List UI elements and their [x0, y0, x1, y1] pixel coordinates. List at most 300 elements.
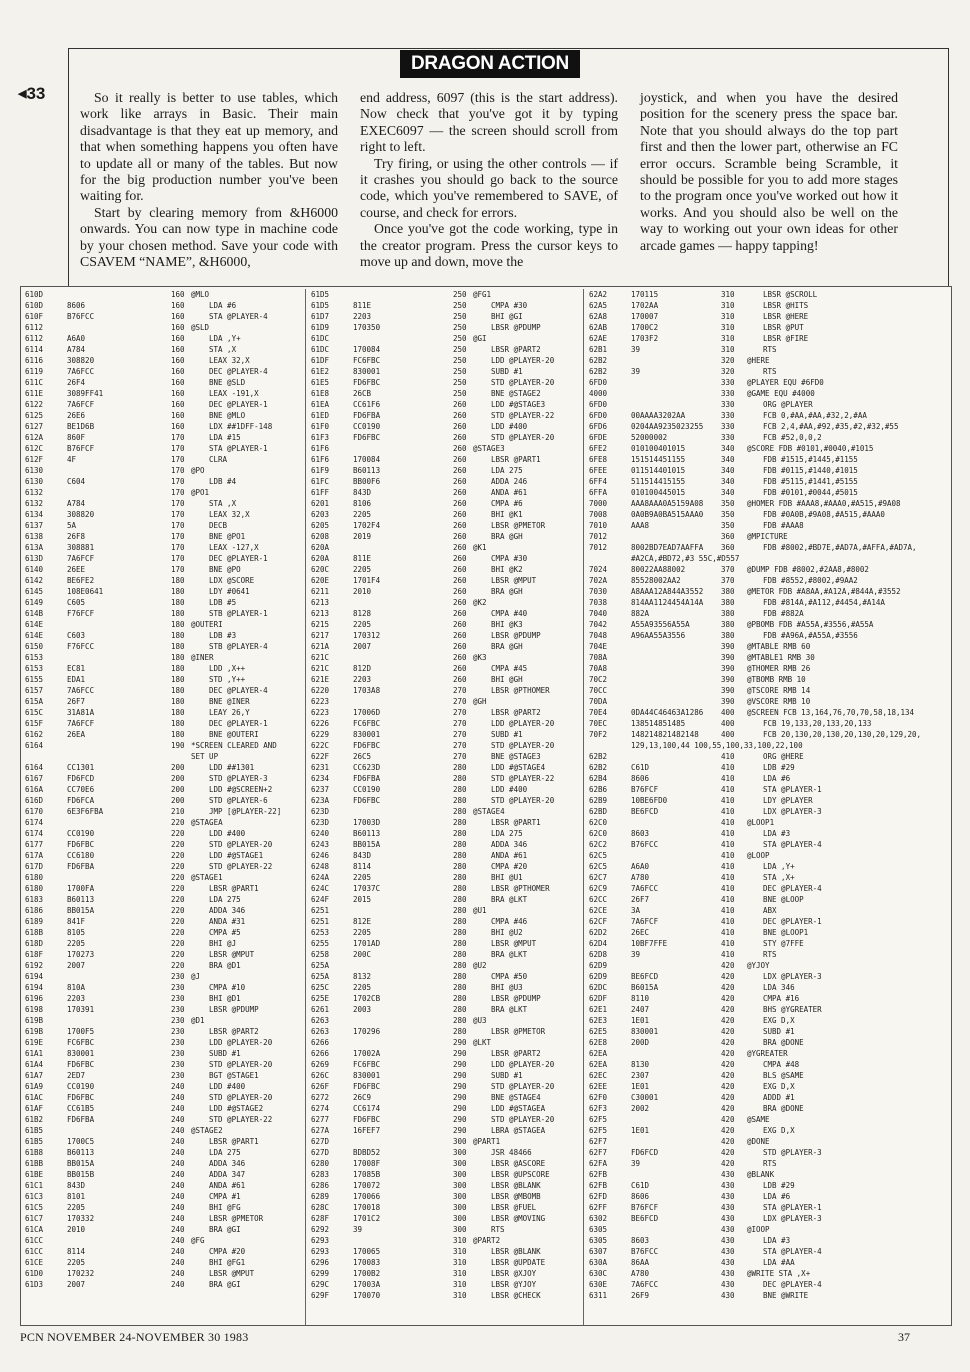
- address: 62B2: [589, 367, 608, 376]
- address: 6237: [311, 785, 330, 794]
- listing-line: [585, 839, 951, 850]
- line-number: 180: [171, 653, 185, 662]
- page-number: 37: [898, 1330, 910, 1344]
- line-number: 410: [721, 873, 735, 882]
- source-code: LDD #@STAGE4: [491, 763, 546, 772]
- line-number: 260: [453, 576, 467, 585]
- object-code: 26C9: [353, 1093, 372, 1102]
- object-code: 8606: [631, 1192, 650, 1201]
- object-code: 7A6FCC: [631, 884, 659, 893]
- listing-line: [21, 784, 305, 795]
- address: 621C: [311, 664, 330, 673]
- listing-line: [307, 1169, 583, 1180]
- listing-line: [307, 938, 583, 949]
- source-code: BGT @STAGE1: [209, 1071, 259, 1080]
- continued-page-number: 33: [26, 84, 46, 103]
- object-code: A96AA55A3556: [631, 631, 686, 640]
- label: @U2: [473, 961, 487, 970]
- address: 625E: [311, 994, 330, 1003]
- address: 61B8: [25, 1148, 44, 1157]
- address: 6263: [311, 1016, 330, 1025]
- object-code: 841F: [67, 917, 86, 926]
- object-code: 2205: [67, 939, 86, 948]
- label: @HOMER FDB #AAA8,#AAA0,#A515,#9A08: [747, 499, 901, 508]
- listing-line: [307, 1246, 583, 1257]
- source-code: LDB #29: [763, 763, 795, 772]
- object-code: B76FCC: [631, 1247, 659, 1256]
- object-code: FD6FBC: [353, 1082, 381, 1091]
- listing-line: [307, 1070, 583, 1081]
- listing-line: [307, 1279, 583, 1290]
- object-code: 860F: [67, 433, 86, 442]
- address: 62EE: [589, 1082, 608, 1091]
- address: 626F: [311, 1082, 330, 1091]
- source-code: DEC @PLAYER-1: [763, 917, 822, 926]
- line-number: 220: [171, 862, 185, 871]
- object-code: CC0190: [353, 422, 381, 431]
- line-number: 300: [453, 1159, 467, 1168]
- address: 6246: [311, 851, 330, 860]
- listing-line: [21, 1224, 305, 1235]
- source-code: LBSR @MOVING: [491, 1214, 546, 1223]
- source-code: STD @PLAYER-22: [209, 1115, 273, 1124]
- line-number: 280: [453, 917, 467, 926]
- address: 61EA: [311, 400, 330, 409]
- address: 6183: [25, 895, 44, 904]
- source-code: STA @PLAYER-4: [763, 1247, 822, 1256]
- address: 6119: [25, 367, 44, 376]
- source-code: LDD #@STAGE1: [209, 851, 264, 860]
- source-code: BNE @STAGE3: [491, 752, 541, 761]
- object-code: 86AA: [631, 1258, 650, 1267]
- address: 6FE2: [589, 444, 608, 453]
- listing-line: [21, 322, 305, 333]
- line-number: 170: [171, 488, 185, 497]
- object-code: 7A6FCF: [67, 400, 95, 409]
- listing-line: [585, 1158, 951, 1169]
- object-code: B76FCF: [631, 1203, 659, 1212]
- line-number: 380: [721, 620, 735, 629]
- label: @MPICTURE: [747, 532, 788, 541]
- line-number: 160: [171, 422, 185, 431]
- line-number: 260: [453, 433, 467, 442]
- address: 62CE: [589, 906, 608, 915]
- address: 61A7: [25, 1071, 44, 1080]
- label: @DONE: [747, 1137, 770, 1146]
- source-code: LBSR @PMETOR: [491, 1027, 546, 1036]
- continued-from-page: [18, 84, 45, 104]
- object-code: 17037C: [353, 884, 381, 893]
- object-code: 26C5: [353, 752, 372, 761]
- listing-line: [21, 487, 305, 498]
- listing-line: [307, 993, 583, 1004]
- source-code: RTS: [763, 367, 777, 376]
- address: 62B2: [589, 356, 608, 365]
- line-number: 170: [171, 532, 185, 541]
- object-code: 6E3F6FBA: [67, 807, 104, 816]
- address: 6289: [311, 1192, 330, 1201]
- line-number: 420: [721, 1115, 735, 1124]
- source-code: DEC @PLAYER-4: [763, 1280, 822, 1289]
- object-code: B60113: [67, 895, 95, 904]
- address: 6164: [25, 741, 44, 750]
- label: @GI: [473, 334, 487, 343]
- line-number: 250: [453, 290, 467, 299]
- object-code: 17085B: [353, 1170, 381, 1179]
- listing-line: [585, 366, 951, 377]
- source-code: BHI @K1: [491, 510, 523, 519]
- listing-line: [307, 1136, 583, 1147]
- source-code: DECB: [209, 521, 228, 530]
- source-code: LDY #0641: [209, 587, 250, 596]
- line-number: 250: [453, 378, 467, 387]
- assembly-listing: [20, 286, 952, 1326]
- line-number: 170: [171, 433, 185, 442]
- address: 6FD0: [589, 378, 608, 387]
- listing-line: [21, 817, 305, 828]
- line-number: 260: [453, 411, 467, 420]
- line-number: 420: [721, 1016, 735, 1025]
- address: 6205: [311, 521, 330, 530]
- address: 6FF4: [589, 477, 608, 486]
- source-code: LBSR @MPUT: [491, 939, 537, 948]
- listing-line: [307, 630, 583, 641]
- address: 62F7: [589, 1148, 608, 1157]
- line-number: 280: [453, 983, 467, 992]
- line-number: 320: [721, 367, 735, 376]
- line-number: 290: [453, 1038, 467, 1047]
- listing-line: [307, 1224, 583, 1235]
- source-code: RTS: [763, 1159, 777, 1168]
- line-number: 170: [171, 444, 185, 453]
- address: 621A: [311, 642, 330, 651]
- line-number: 200: [171, 796, 185, 805]
- object-code: 2ED7: [67, 1071, 86, 1080]
- address: 627A: [311, 1126, 330, 1135]
- line-number: 260: [453, 664, 467, 673]
- source-code: BHI @K2: [491, 565, 523, 574]
- source-code: LDA 346: [763, 983, 795, 992]
- listing-line: [585, 828, 951, 839]
- address: 61B2: [25, 1115, 44, 1124]
- listing-line: [307, 850, 583, 861]
- object-code: A784: [67, 345, 86, 354]
- address: 7030: [589, 587, 608, 596]
- listing-line: [307, 509, 583, 520]
- object-code: 8110: [631, 994, 650, 1003]
- listing-line: [21, 1103, 305, 1114]
- address: 6137: [25, 521, 44, 530]
- line-number: 310: [721, 334, 735, 343]
- listing-line: [21, 1180, 305, 1191]
- listing-line: [585, 454, 951, 465]
- address: 62B6: [589, 785, 608, 794]
- address: 6142: [25, 576, 44, 585]
- address: 61C1: [25, 1181, 44, 1190]
- source-code: BRA @D1: [209, 961, 241, 970]
- label: @SCREEN FCB 13,164,76,70,70,58,18,134: [747, 708, 915, 717]
- address: 628C: [311, 1203, 330, 1212]
- address: 62B4: [589, 774, 608, 783]
- source-code: BHI @K3: [491, 620, 523, 629]
- address: 61C3: [25, 1192, 44, 1201]
- address: 630A: [589, 1258, 608, 1267]
- line-number: 220: [171, 928, 185, 937]
- address: 6305: [589, 1225, 608, 1234]
- object-code: 7A6FCC: [631, 1280, 659, 1289]
- source-code: ORG @HERE: [763, 752, 804, 761]
- address: 70E4: [589, 708, 608, 717]
- address: 62AE: [589, 334, 608, 343]
- line-number: 410: [721, 774, 735, 783]
- address: 6153: [25, 653, 44, 662]
- source-code: LBSR @PART1: [491, 818, 541, 827]
- object-code: 151514451155: [631, 455, 686, 464]
- address: 61CA: [25, 1225, 44, 1234]
- address: 617D: [25, 862, 44, 871]
- source-code: LBSR @PDUMP: [491, 323, 541, 332]
- listing-line: [21, 839, 305, 850]
- listing-line: [21, 597, 305, 608]
- label: @GH: [473, 697, 487, 706]
- line-number: 220: [171, 873, 185, 882]
- source-code: LBSR @YJOY: [491, 1280, 537, 1289]
- listing-line: [307, 619, 583, 630]
- address: 621C: [311, 653, 330, 662]
- address: 6177: [25, 840, 44, 849]
- object-code: BB00F6: [353, 477, 381, 486]
- object-code: AAA8: [631, 521, 650, 530]
- label: @BLANK: [747, 1170, 775, 1179]
- listing-line: [585, 707, 951, 718]
- listing-line: [585, 432, 951, 443]
- line-number: 180: [171, 587, 185, 596]
- source-code: LBSR @CHECK: [491, 1291, 541, 1300]
- object-code: 26CB: [353, 389, 372, 398]
- line-number: 230: [171, 1016, 185, 1025]
- object-code: 170350: [353, 323, 381, 332]
- listing-line: [307, 839, 583, 850]
- object-code: 830001: [353, 1071, 381, 1080]
- line-number: 310: [453, 1258, 467, 1267]
- listing-line: [585, 817, 951, 828]
- source-code: LBSR @HITS: [763, 301, 809, 310]
- left-arrow-icon: ◀: [18, 88, 27, 100]
- listing-line: [307, 905, 583, 916]
- line-number: 260: [453, 422, 467, 431]
- address: 61A4: [25, 1060, 44, 1069]
- address: 612C: [25, 444, 44, 453]
- address: 611C: [25, 378, 44, 387]
- line-number: 300: [453, 1192, 467, 1201]
- line-number: 420: [721, 1038, 735, 1047]
- line-number: 390: [721, 697, 735, 706]
- source-code: STA ,X: [209, 499, 237, 508]
- object-code: EC81: [67, 664, 86, 673]
- line-number: 290: [453, 1071, 467, 1080]
- object-code: 811E: [353, 301, 372, 310]
- object-code: 170391: [67, 1005, 95, 1014]
- line-number: 280: [453, 884, 467, 893]
- source-code: STA @PLAYER-4: [763, 840, 822, 849]
- source-code: FDB #0101,#0044,#5015: [763, 488, 858, 497]
- source-code: STD @PLAYER-3: [763, 1148, 822, 1157]
- source-code: LDB #3: [209, 631, 237, 640]
- label: @METOR FDB #A8AA,#A12A,#844A,#3552: [747, 587, 901, 596]
- object-code: C30001: [631, 1093, 659, 1102]
- source-code: CMPA #45: [491, 664, 528, 673]
- listing-line: [307, 531, 583, 542]
- source-code: CMPA #46: [491, 917, 528, 926]
- source-code: ADDA 347: [209, 1170, 246, 1179]
- address: 614E: [25, 620, 44, 629]
- listing-line: [21, 1037, 305, 1048]
- listing-line: [585, 1059, 951, 1070]
- listing-line: [307, 1081, 583, 1092]
- address: 6220: [311, 686, 330, 695]
- source-code: CMPA #30: [491, 301, 528, 310]
- object-code: 810A: [67, 983, 86, 992]
- source-code: BHI @U2: [491, 928, 523, 937]
- object-code: 26F9: [631, 1291, 650, 1300]
- listing-line: [585, 1092, 951, 1103]
- listing-line: [307, 487, 583, 498]
- listing-line: [21, 707, 305, 718]
- address: 6283: [311, 1170, 330, 1179]
- object-code: 00AAAA3202AA: [631, 411, 686, 420]
- address: 618D: [25, 939, 44, 948]
- source-code: LBSR @FUEL: [491, 1203, 537, 1212]
- source-code: STD @PLAYER-22: [491, 774, 555, 783]
- source-code: EXG D,X: [763, 1126, 795, 1135]
- label: @U3: [473, 1016, 487, 1025]
- object-code: CC623D: [353, 763, 381, 772]
- source-code: BHI @D1: [209, 994, 241, 1003]
- address: 62B2: [589, 763, 608, 772]
- address: 62D8: [589, 950, 608, 959]
- object-code: 2205: [353, 565, 372, 574]
- listing-line: [21, 960, 305, 971]
- listing-line: [21, 1191, 305, 1202]
- source-code: BRA @GI: [209, 1280, 241, 1289]
- address: 62AB: [589, 323, 608, 332]
- address: 611E: [25, 389, 44, 398]
- address: 6FDE: [589, 433, 608, 442]
- listing-line: [585, 1147, 951, 1158]
- object-code: 2010: [67, 1225, 86, 1234]
- source-code: DEC @PLAYER-4: [763, 884, 822, 893]
- source-code: LBSR @PDUMP: [491, 994, 541, 1003]
- listing-line: [21, 850, 305, 861]
- object-code: FD6FBC: [67, 1093, 95, 1102]
- listing-line: [585, 443, 951, 454]
- object-code: 8603: [631, 1236, 650, 1245]
- listing-line: [585, 344, 951, 355]
- listing-line: [21, 1059, 305, 1070]
- source-code: CMPA #50: [491, 972, 528, 981]
- line-number: 260: [453, 543, 467, 552]
- label: @PART1: [473, 1137, 501, 1146]
- line-number: 430: [721, 1291, 735, 1300]
- object-code: A780: [631, 873, 650, 882]
- listing-line: [307, 355, 583, 366]
- address: 6223: [311, 708, 330, 717]
- listing-line: [307, 1158, 583, 1169]
- line-number: 430: [721, 1247, 735, 1256]
- listing-line: [307, 806, 583, 817]
- object-code: CC1301: [67, 763, 95, 772]
- listing-line: [307, 1202, 583, 1213]
- listing-line: [21, 718, 305, 729]
- address: 6189: [25, 917, 44, 926]
- listing-line: [307, 1059, 583, 1070]
- source-code: STB @PLAYER-1: [209, 609, 268, 618]
- object-code: 26F8: [67, 532, 86, 541]
- listing-line: [307, 553, 583, 564]
- line-number: 170: [171, 521, 185, 530]
- source-code: BRA @LKT: [491, 950, 528, 959]
- object-code: EDA1: [67, 675, 86, 684]
- address: 617A: [25, 851, 44, 860]
- line-number: 340: [721, 444, 735, 453]
- listing-line: [585, 751, 951, 762]
- line-number: 250: [453, 301, 467, 310]
- source-code: LBRA @STAGEA: [491, 1126, 546, 1135]
- listing-line: [585, 773, 951, 784]
- line-number: 380: [721, 631, 735, 640]
- source-code: LDA ,Y+: [763, 862, 795, 871]
- source-code: BHI @FG1: [209, 1258, 246, 1267]
- listing-line: [307, 740, 583, 751]
- source-code: JSR 48466: [491, 1148, 532, 1157]
- object-code: 843D: [67, 1181, 86, 1190]
- object-code: 8128: [353, 609, 372, 618]
- address: 6251: [311, 906, 330, 915]
- object-code: 812D: [353, 664, 372, 673]
- source-code: STD @PLAYER-20: [491, 1082, 555, 1091]
- listing-line: [585, 322, 951, 333]
- object-code: 39: [631, 950, 641, 959]
- source-code: LBSR @BLANK: [491, 1181, 541, 1190]
- listing-line: [307, 1213, 583, 1224]
- object-code: FD6FCD: [67, 774, 95, 783]
- source-code: LEAX -127,X: [209, 543, 259, 552]
- line-number: 290: [453, 1104, 467, 1113]
- source-code: BHS @YGREATER: [763, 1005, 822, 1014]
- listing-line: [307, 960, 583, 971]
- object-code: BB015A: [67, 906, 95, 915]
- object-code: F76FCC: [67, 642, 95, 651]
- footer-issue: PCN NOVEMBER 24-NOVEMBER 30 1983: [20, 1330, 249, 1344]
- source-code: STD @PLAYER-22: [209, 862, 273, 871]
- address: 6240: [311, 829, 330, 838]
- object-code: 17006D: [353, 708, 381, 717]
- listing-line: [307, 817, 583, 828]
- line-number: 300: [453, 1148, 467, 1157]
- address: 62B1: [589, 345, 608, 354]
- listing-line: [307, 1004, 583, 1015]
- listing-line: [21, 630, 305, 641]
- listing-line: [307, 366, 583, 377]
- line-number: 160: [171, 290, 185, 299]
- address: 6194: [25, 983, 44, 992]
- line-number: 410: [721, 840, 735, 849]
- source-code: LDA 275: [491, 466, 523, 475]
- object-code: 170007: [631, 312, 659, 321]
- source-code: RTS: [763, 345, 777, 354]
- source-code: STD @PLAYER-20: [491, 433, 555, 442]
- listing-line: [585, 916, 951, 927]
